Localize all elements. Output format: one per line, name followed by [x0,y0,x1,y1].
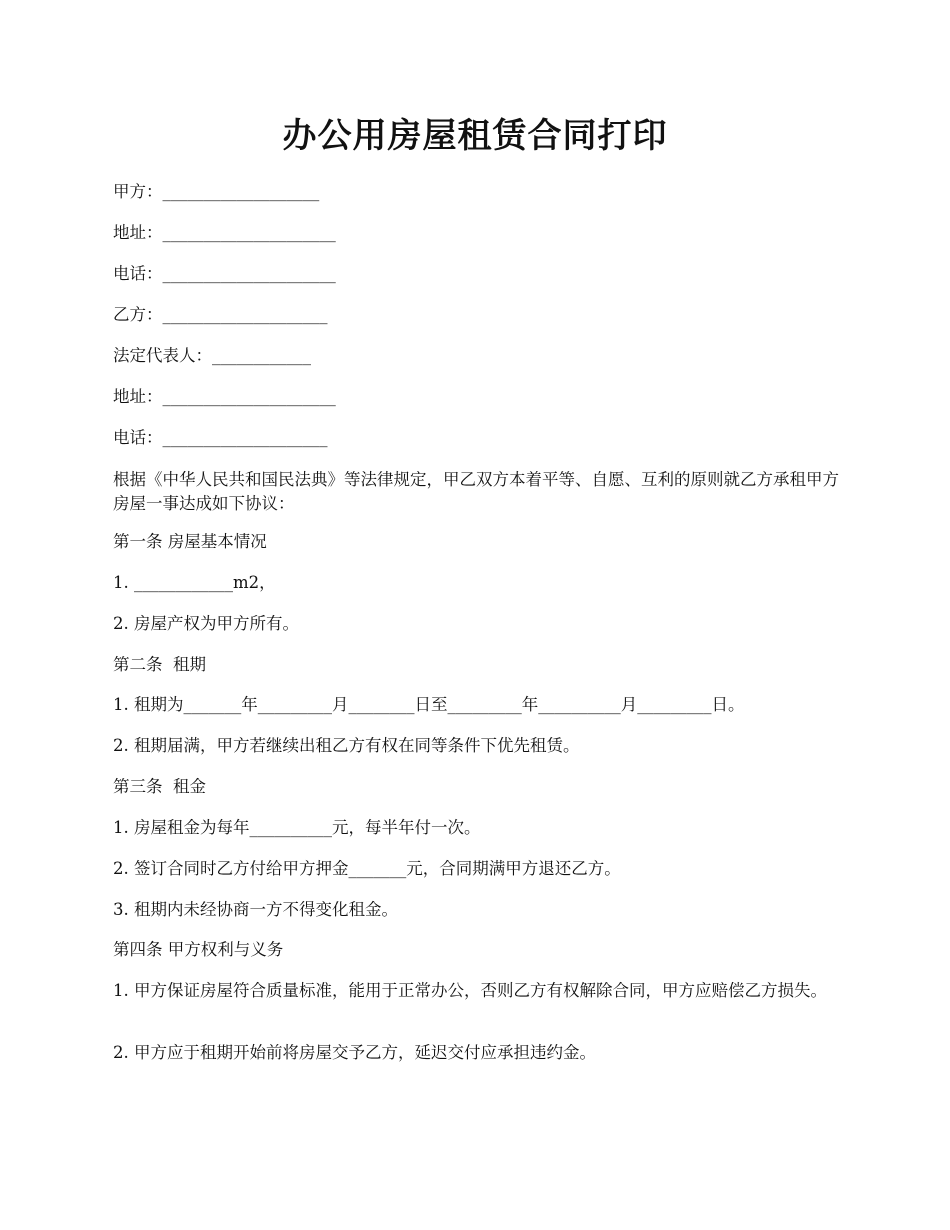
party-b-phone-line: 电话：____________________ [113,428,328,447]
party-b-address-line: 地址：_____________________ [113,387,336,406]
article-1-clause-1: 1. ____________m2， [113,573,276,592]
article-2-clause-1: 1. 租期为_______年_________月________日至_________年__________月_________日。 [113,695,745,714]
article-3-clause-3: 3. 租期内未经协商一方不得变化租金。 [113,900,398,919]
article-4-clause-2: 2. 甲方应于租期开始前将房屋交予乙方，延迟交付应承担违约金。 [113,1043,596,1062]
article-3-clause-1: 1. 房屋租金为每年__________元，每半年付一次。 [113,818,481,837]
party-a-line: 甲方：___________________ [113,182,320,201]
party-b-line: 乙方：____________________ [113,305,328,324]
document-title: 办公用房屋租赁合同打印 [282,116,668,156]
article-2-clause-2: 2. 租期届满，甲方若继续出租乙方有权在同等条件下优先租赁。 [113,736,580,755]
article-3-heading: 第三条 租金 [113,777,206,796]
article-2-heading: 第二条 租期 [113,655,206,674]
preamble-paragraph: 根据《中华人民共和国民法典》等法律规定，甲乙双方本着平等、自愿、互利的原则就乙方承租甲方房屋一事达成如下协议： [113,470,839,513]
legal-representative-line: 法定代表人：____________ [113,346,311,365]
article-1-heading: 第一条 房屋基本情况 [113,532,267,551]
article-4-clause-1: 1. 甲方保证房屋符合质量标准，能用于正常办公，否则乙方有权解除合同，甲方应赔偿乙方损失。 [113,981,827,1000]
party-a-address-line: 地址：_____________________ [113,223,336,242]
article-3-clause-2: 2. 签订合同时乙方付给甲方押金_______元，合同期满甲方退还乙方。 [113,859,621,878]
article-1-clause-2: 2. 房屋产权为甲方所有。 [113,614,299,633]
article-4-heading: 第四条 甲方权利与义务 [113,940,284,959]
party-a-phone-line: 电话：_____________________ [113,264,336,283]
